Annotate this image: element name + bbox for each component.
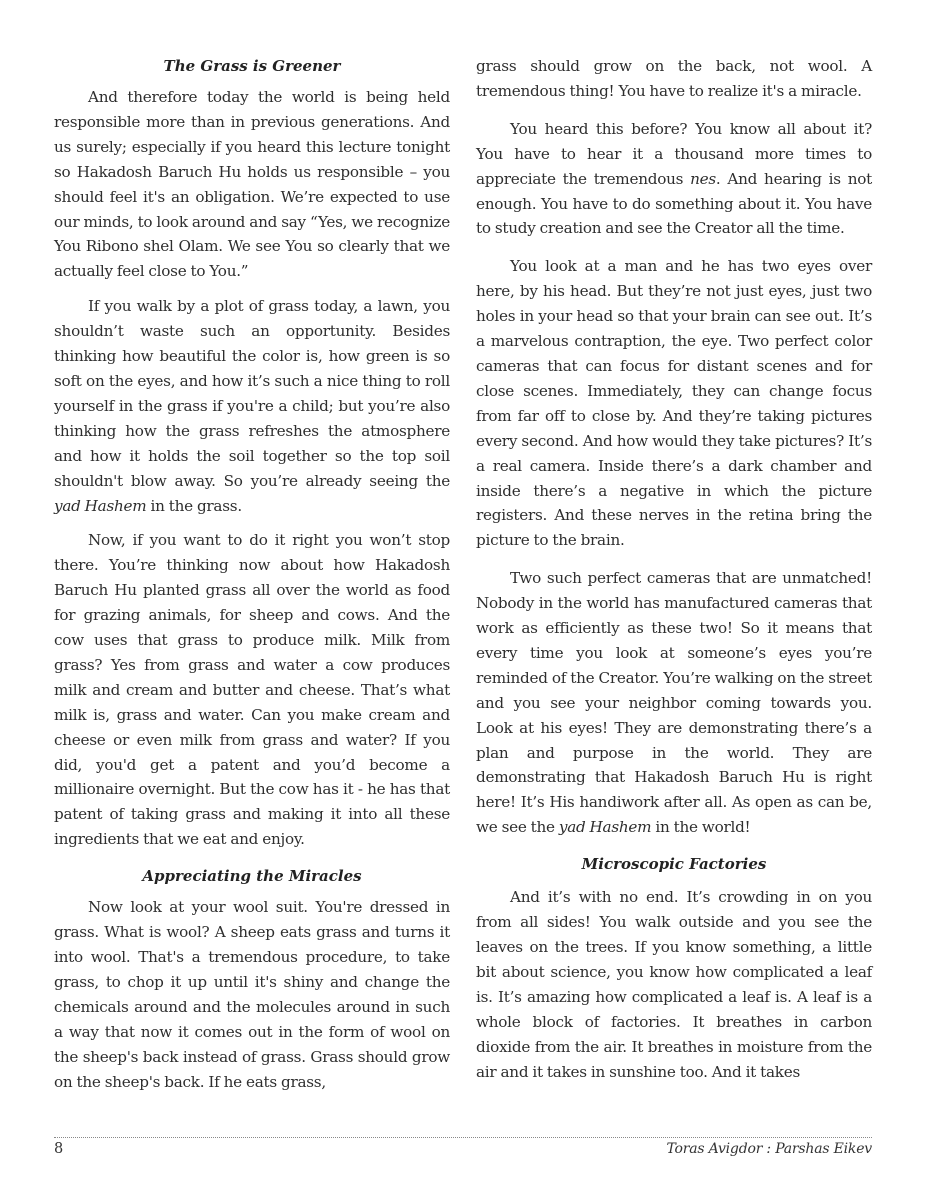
section-heading-microscopic-factories: Microscopic Factories — [581, 855, 767, 874]
italic-term: nes — [690, 169, 716, 188]
paragraph-text: You heard this before? You know all about it? You have to hear it a thousand more times to appreciate the tremendous — [476, 119, 872, 188]
section-heading-appreciating-the-miracles: Appreciating the Miracles — [142, 867, 362, 886]
right-column — [476, 54, 872, 1094]
page-number: 8 — [54, 1141, 64, 1157]
italic-term: yad Hashem — [558, 818, 652, 837]
italic-term: yad Hashem — [54, 496, 147, 515]
paragraph: You look at a man and he has two eyes over here, by his head. But they’re not just eyes, just two holes in your head so that your brain can see out. It’s a marvelous contraption, the eye. Two perfect color cameras that can focus for distant scenes and for close scenes. Immediately, they can change focus from far off to close by. And they’re taking pictures every second. And how would they take pictures? It’s a real camera. Inside there’s a dark chamber and inside there’s a negative in which the picture registers. And these nerves in the retina bring the picture to the brain. — [476, 257, 872, 550]
paragraph-text: . And hearing is not enough. You have to do something about it. You have to study creation and see the Creator all the time. — [476, 169, 873, 238]
paragraph — [54, 294, 450, 518]
paragraph — [476, 117, 872, 242]
section-heading-grass-is-greener: The Grass is Greener — [163, 57, 341, 75]
paragraph: And it’s with no end. It’s crowding in on you from all sides! You walk outside and you see the leaves on the trees. If you know something, a little bit about science, you know how complicated a leaf is. It’s amazing how complicated a leaf is. A leaf is a whole block of factories. It breathes in carbon dioxide from the air. It breathes in moisture from the air and it takes in sunshine too. And it takes — [476, 888, 872, 1081]
left-column — [54, 54, 450, 1104]
paragraph: Now, if you want to do it right you won’t stop there. You’re thinking now about how Hakadosh Baruch Hu planted grass all over the world as food for grazing animals, for sheep and cows. And the cow uses that grass to produce milk. Milk from grass? Yes from grass and water a cow produces milk and cream and butter and cheese. That’s what milk is, grass and water. Can you make cream and cheese or even milk from grass and water? If you did, you'd get a patent and you’d become a millionaire overnight. But the cow has it - he has that patent of taking grass and making it into all these ingredients that we eat and enjoy. — [54, 531, 450, 849]
paragraph-continuation: grass should grow on the back, not wool. A tremendous thing! You have to realize it's a miracle. — [476, 57, 872, 100]
paragraph — [476, 566, 872, 840]
paragraph-text: Two such perfect cameras that are unmatched! Nobody in the world has manufactured cameras that work as efficiently as these two! So it means that every time you look at someone’s eyes you’re reminded of the Creator. You’re walking on the street and you see your neighbor coming towards you. Look at his eyes! They are demonstrating there’s a plan and purpose in the world. They are demonstrating that Hakadosh Baruch Hu is right here! It’s His handiwork after all. As open as can be, we see the — [476, 569, 872, 837]
page-body — [54, 54, 872, 1119]
paragraph-text: in the world! — [651, 818, 751, 837]
paragraph-text: in the grass. — [146, 496, 242, 515]
paragraph-text: If you walk by a plot of grass today, a lawn, you shouldn’t waste such an opportunity. Besides thinking how beautiful the color is, how green is so soft on the eyes, and how it’s such a nice thing to roll yourself in the grass if you're a child; but you’re also thinking how the grass refreshes the atmosphere and how it holds the soil together so the top soil shouldn't blow away. So you’re already seeing the — [54, 297, 450, 490]
paragraph: And therefore today the world is being held responsible more than in previous generations. And us surely; especially if you heard this lecture tonight so Hakadosh Baruch Hu holds us responsible – you should feel it's an obligation. We’re expected to use our minds, to look around and say “Yes, we recognize You Ribono shel Olam. We see You so clearly that we actually feel close to You.” — [54, 88, 450, 281]
running-title: Toras Avigdor : Parshas Eikev — [666, 1141, 872, 1157]
paragraph: Now look at your wool suit. You're dressed in grass. What is wool? A sheep eats grass and turns it into wool. That's a tremendous procedure, to take grass, to chop it up until it's shiny and change the chemicals around and the molecules around in such a way that now it comes out in the form of wool on the sheep's back instead of grass. Grass should grow on the sheep's back. If he eats grass, — [54, 898, 450, 1091]
footer-divider — [54, 1137, 872, 1138]
